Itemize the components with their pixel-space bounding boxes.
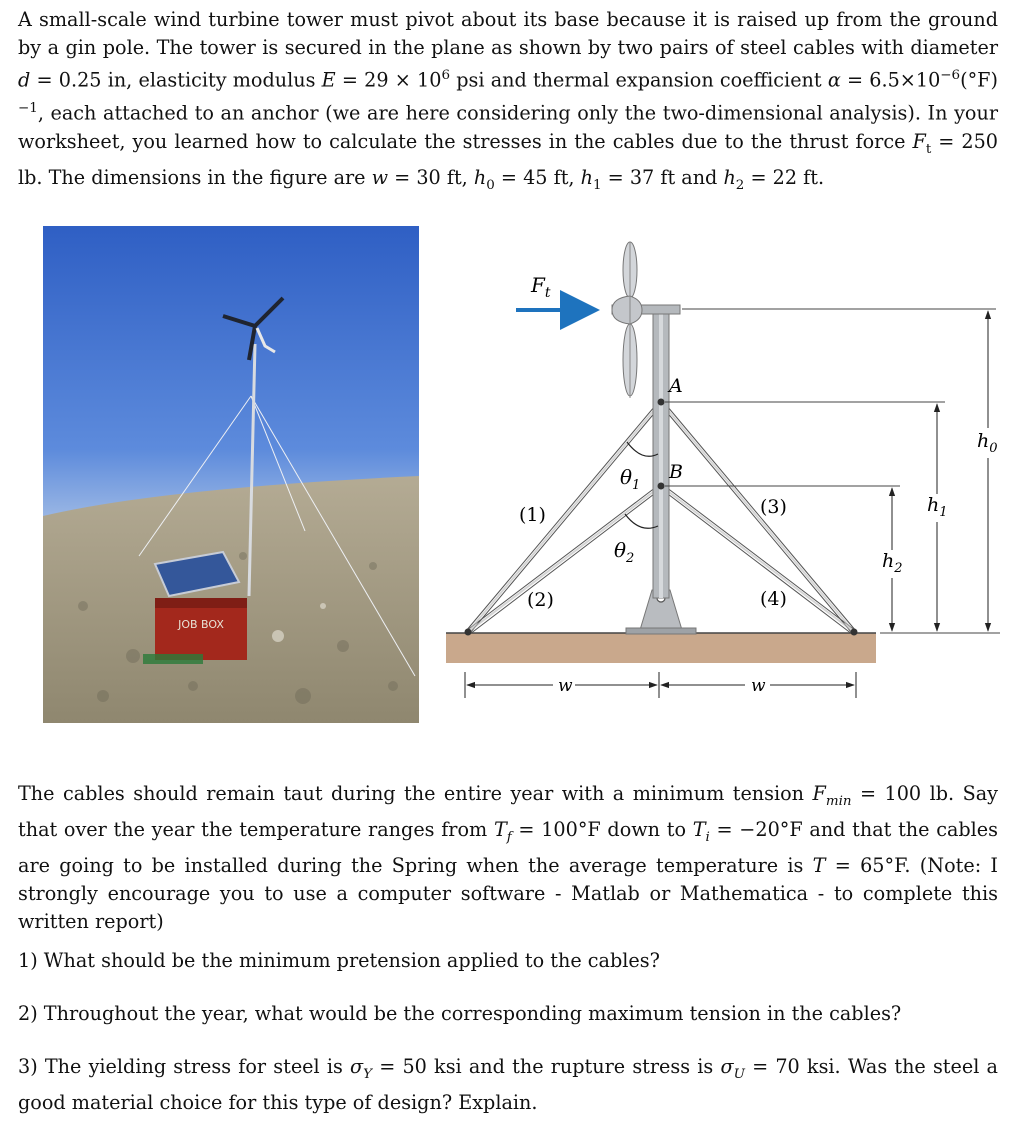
thrust-label: $F_t$: [531, 273, 551, 301]
h0-label: $h_0$: [977, 430, 998, 456]
job-box-label: JOB BOX: [178, 618, 224, 631]
turbine-photo: [43, 226, 419, 723]
cable-4-label: (4): [760, 588, 787, 610]
question-1: 1) What should be the minimum pretension applied to the cables?: [18, 949, 660, 972]
details-paragraph: The cables should remain taut during the entire year with a minimum tension $F_{min} = 100$ lb. Say that over the year the temperature ranges from $T_f = 100^\circ F$ down to $T_i = -20^\circ F$ and that the cables are going to be installed during the Spring when the average temperature is T = 65°F. (Note: I strongly encourage you to use a computer software - Matlab or Mathematica - to complete this written report): [18, 782, 999, 934]
h2-label: $h_2$: [882, 550, 903, 576]
intro-paragraph: A small-scale wind turbine tower must pivot about its base because it is raised up from the ground by a gin pole. The tower is secured in the plane as shown by two pairs of steel cables with diameter d = 0.25 in, elasticity modulus $E = 29 \times 10^6$ psi and thermal expansion coefficient $\alpha = 6.5\times 10^{-6}(^\circ F)^{-1}$, each attached to an anchor (we are here considering only the two-dimensional analysis). In your worksheet, you learned how to calculate the stresses in the cables due to the thrust force $F_t = 250$ lb. The dimensions in the figure are w = 30 ft, $h_0 = 45$ ft, $h_1 = 37$ ft and $h_2 = 22$ ft.: [18, 8, 998, 193]
cable-2-label: (2): [527, 589, 554, 611]
question-3: 3) The yielding stress for steel is $\sigma_Y = 50$ ksi and the rupture stress is $\sigma_U = 70$ ksi. Was the steel a good material choice for this type of design? Explain.: [18, 1055, 998, 1115]
theta2-label: $\theta_2$: [614, 538, 635, 566]
point-a-label: A: [669, 375, 683, 397]
cable-1-label: (1): [519, 504, 546, 526]
theta1-label: $\theta_1$: [620, 465, 641, 493]
cable-3-label: (3): [760, 496, 787, 518]
w-right-label: w: [751, 676, 766, 696]
h1-label: $h_1$: [927, 494, 948, 520]
point-b-label: B: [669, 461, 683, 483]
ground: [446, 633, 876, 663]
tower-diagram: [440, 235, 1015, 705]
question-2: 2) Throughout the year, what would be the corresponding maximum tension in the cables?: [18, 1002, 902, 1025]
w-left-label: w: [558, 676, 573, 696]
